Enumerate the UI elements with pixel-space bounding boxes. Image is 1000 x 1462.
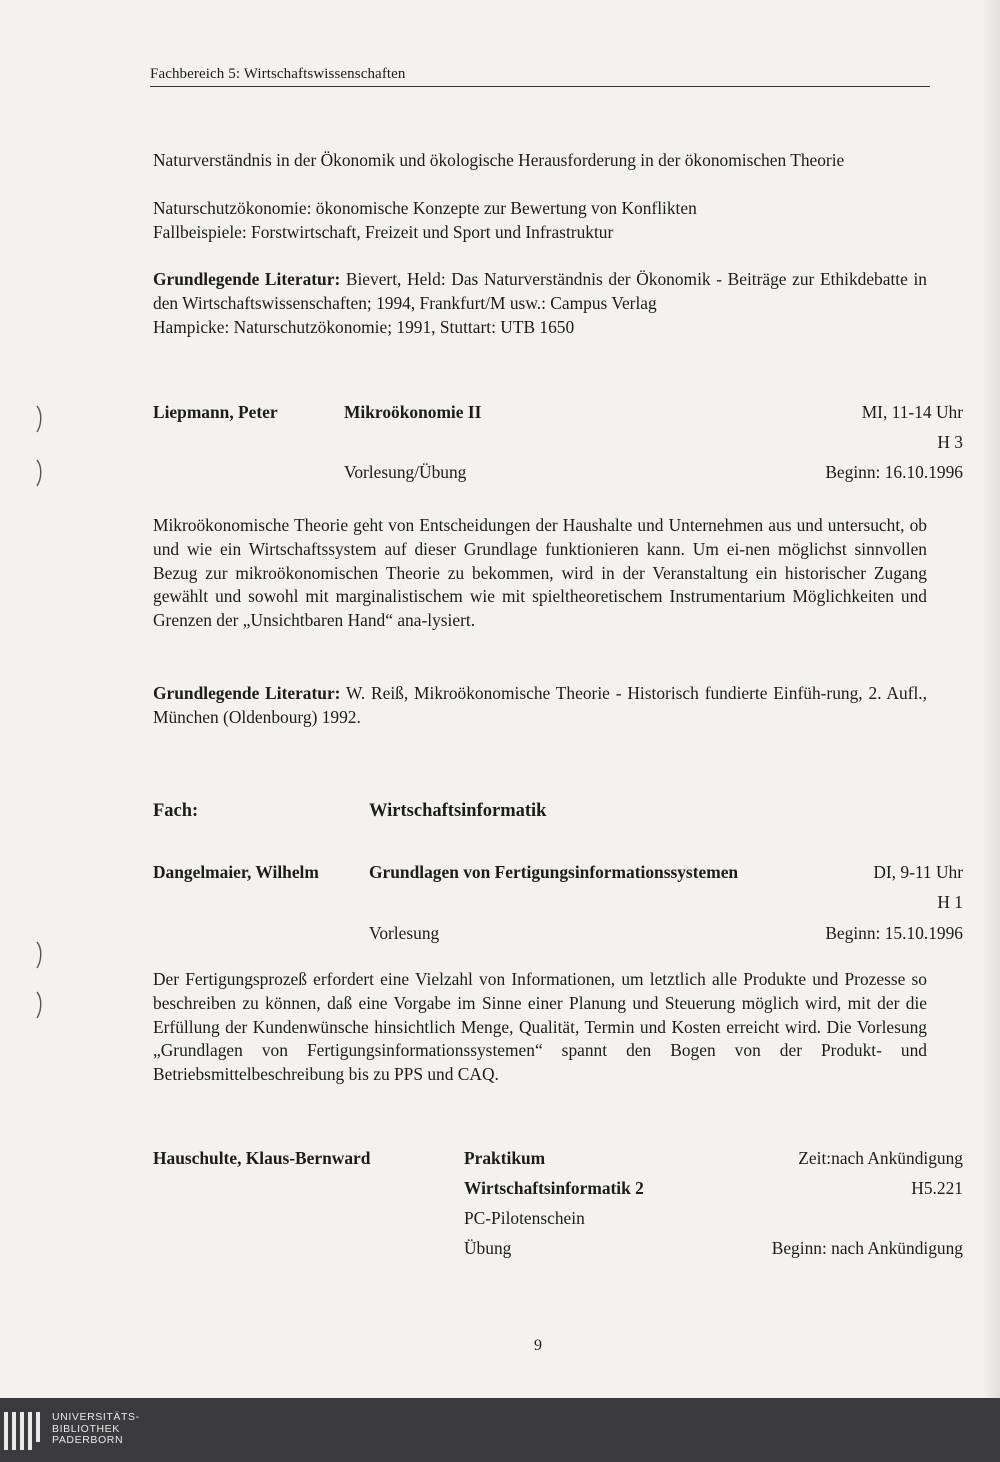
course3-room: H5.221 [911,1178,963,1198]
page-number: 9 [534,1337,542,1354]
subject-value: Wirtschaftsinformatik [369,801,547,821]
course2-lecturer: Dangelmaier, Wilhelm [153,862,319,882]
library-name-line-2: BIBLIOTHEK [52,1422,120,1435]
course1-literature [153,682,927,730]
course3-title-line-1: Praktikum [464,1148,546,1168]
literature-text: Bievert, Held: Das Naturverständnis der Ökonomik - Beiträge zur Ethikdebatte in den Wirtschaftswissenschaften; 1994, Frankfurt/M usw.: Campus Verlag [153,269,928,313]
intro-line-3: Fallbeispiele: Forstwirtschaft, Freizeit und Sport und Infrastruktur [153,222,614,242]
course2-type: Vorlesung [369,923,440,943]
course1-lecturer: Liepmann, Peter [153,402,278,422]
course1-room: H 3 [937,432,963,452]
course1-literature-text: W. Reiß, Mikroökonomische Theorie - Historisch fundierte Einfüh-rung, 2. Aufl., München (Oldenbourg) 1992. [153,683,927,727]
library-logo-icon [4,1412,44,1452]
course2-time: DI, 9-11 Uhr [873,862,963,882]
margin-mark-icon [34,458,44,488]
library-footer [0,1398,1000,1462]
margin-mark-icon [34,990,44,1020]
literature-label: Grundlegende Literatur: [153,269,341,289]
course2-room: H 1 [937,892,963,912]
library-name-line-3: PADERBORN [52,1434,124,1446]
library-name-line-1: UNIVERSITÄTS- [52,1411,140,1423]
course2-start: Beginn: 15.10.1996 [825,923,963,943]
subject-label: Fach: [153,801,199,821]
margin-mark-icon [34,404,44,434]
intro-literature-line-2: Hampicke: Naturschutzökonomie; 1991, Stuttart: UTB 1650 [153,317,575,337]
course3-start: Beginn: nach Ankündigung [771,1238,963,1258]
course3-type: Übung [464,1238,512,1258]
course3-lecturer: Hauschulte, Klaus-Bernward [153,1148,371,1168]
library-name [52,1412,140,1447]
course3-subtitle: PC-Pilotenschein [464,1208,585,1228]
course1-literature-label: Grundlegende Literatur: [153,683,341,703]
course2-description: Der Fertigungsprozeß erfordert eine Vielzahl von Informationen, um letztlich alle Produkte und Prozesse so beschreiben zu können, daß eine Vorgabe im Sinne einer Planung und Steuerung möglich wird, mit der die Erfüllung der Kundenwünsche hinsichtlich Menge, Qualität, Termin und Kosten erreicht wird. Die Vorlesung „Grundlagen von Fertigungsinformationssystemen“ spannt den Bogen von der Produkt- und Betriebsmittelbeschreibung bis zu PPS und CAQ. [153,969,927,1085]
header-rule [150,86,930,87]
course3-title-line-2: Wirtschaftsinformatik 2 [464,1178,644,1198]
intro-line-2: Naturschutzökonomie: ökonomische Konzepte zur Bewertung von Konflikten [153,198,697,218]
course1-start: Beginn: 16.10.1996 [825,462,963,482]
course1-type: Vorlesung/Übung [344,462,467,482]
course1-time: MI, 11-14 Uhr [861,402,963,422]
course2-title: Grundlagen von Fertigungsinformationssystemen [369,862,739,882]
page-header: Fachbereich 5: Wirtschaftswissenschaften [150,66,406,82]
course1-description: Mikroökonomische Theorie geht von Entscheidungen der Haushalte und Unternehmen aus und untersucht, ob und wie ein Wirtschaftssystem auf dieser Grundlage funktionieren kann. Um ei-nen möglichst sinnvollen Bezug zur mikroökonomischen Theorie zu bekommen, wird in der Veranstaltung ein historischer Zugang gewählt und sowohl mit marginalistischem wie mit spieltheoretischem Instrumentarium Möglichkeiten und Grenzen der „Unsichtbaren Hand“ ana-lysiert. [153,515,927,631]
course1-title: Mikroökonomie II [344,402,482,422]
margin-mark-icon [34,940,44,970]
intro-literature [153,268,927,316]
course3-time: Zeit:nach Ankündigung [798,1148,963,1168]
intro-line-1: Naturverständnis in der Ökonomik und ökologische Herausforderung in der ökonomischen Theorie [153,150,845,170]
